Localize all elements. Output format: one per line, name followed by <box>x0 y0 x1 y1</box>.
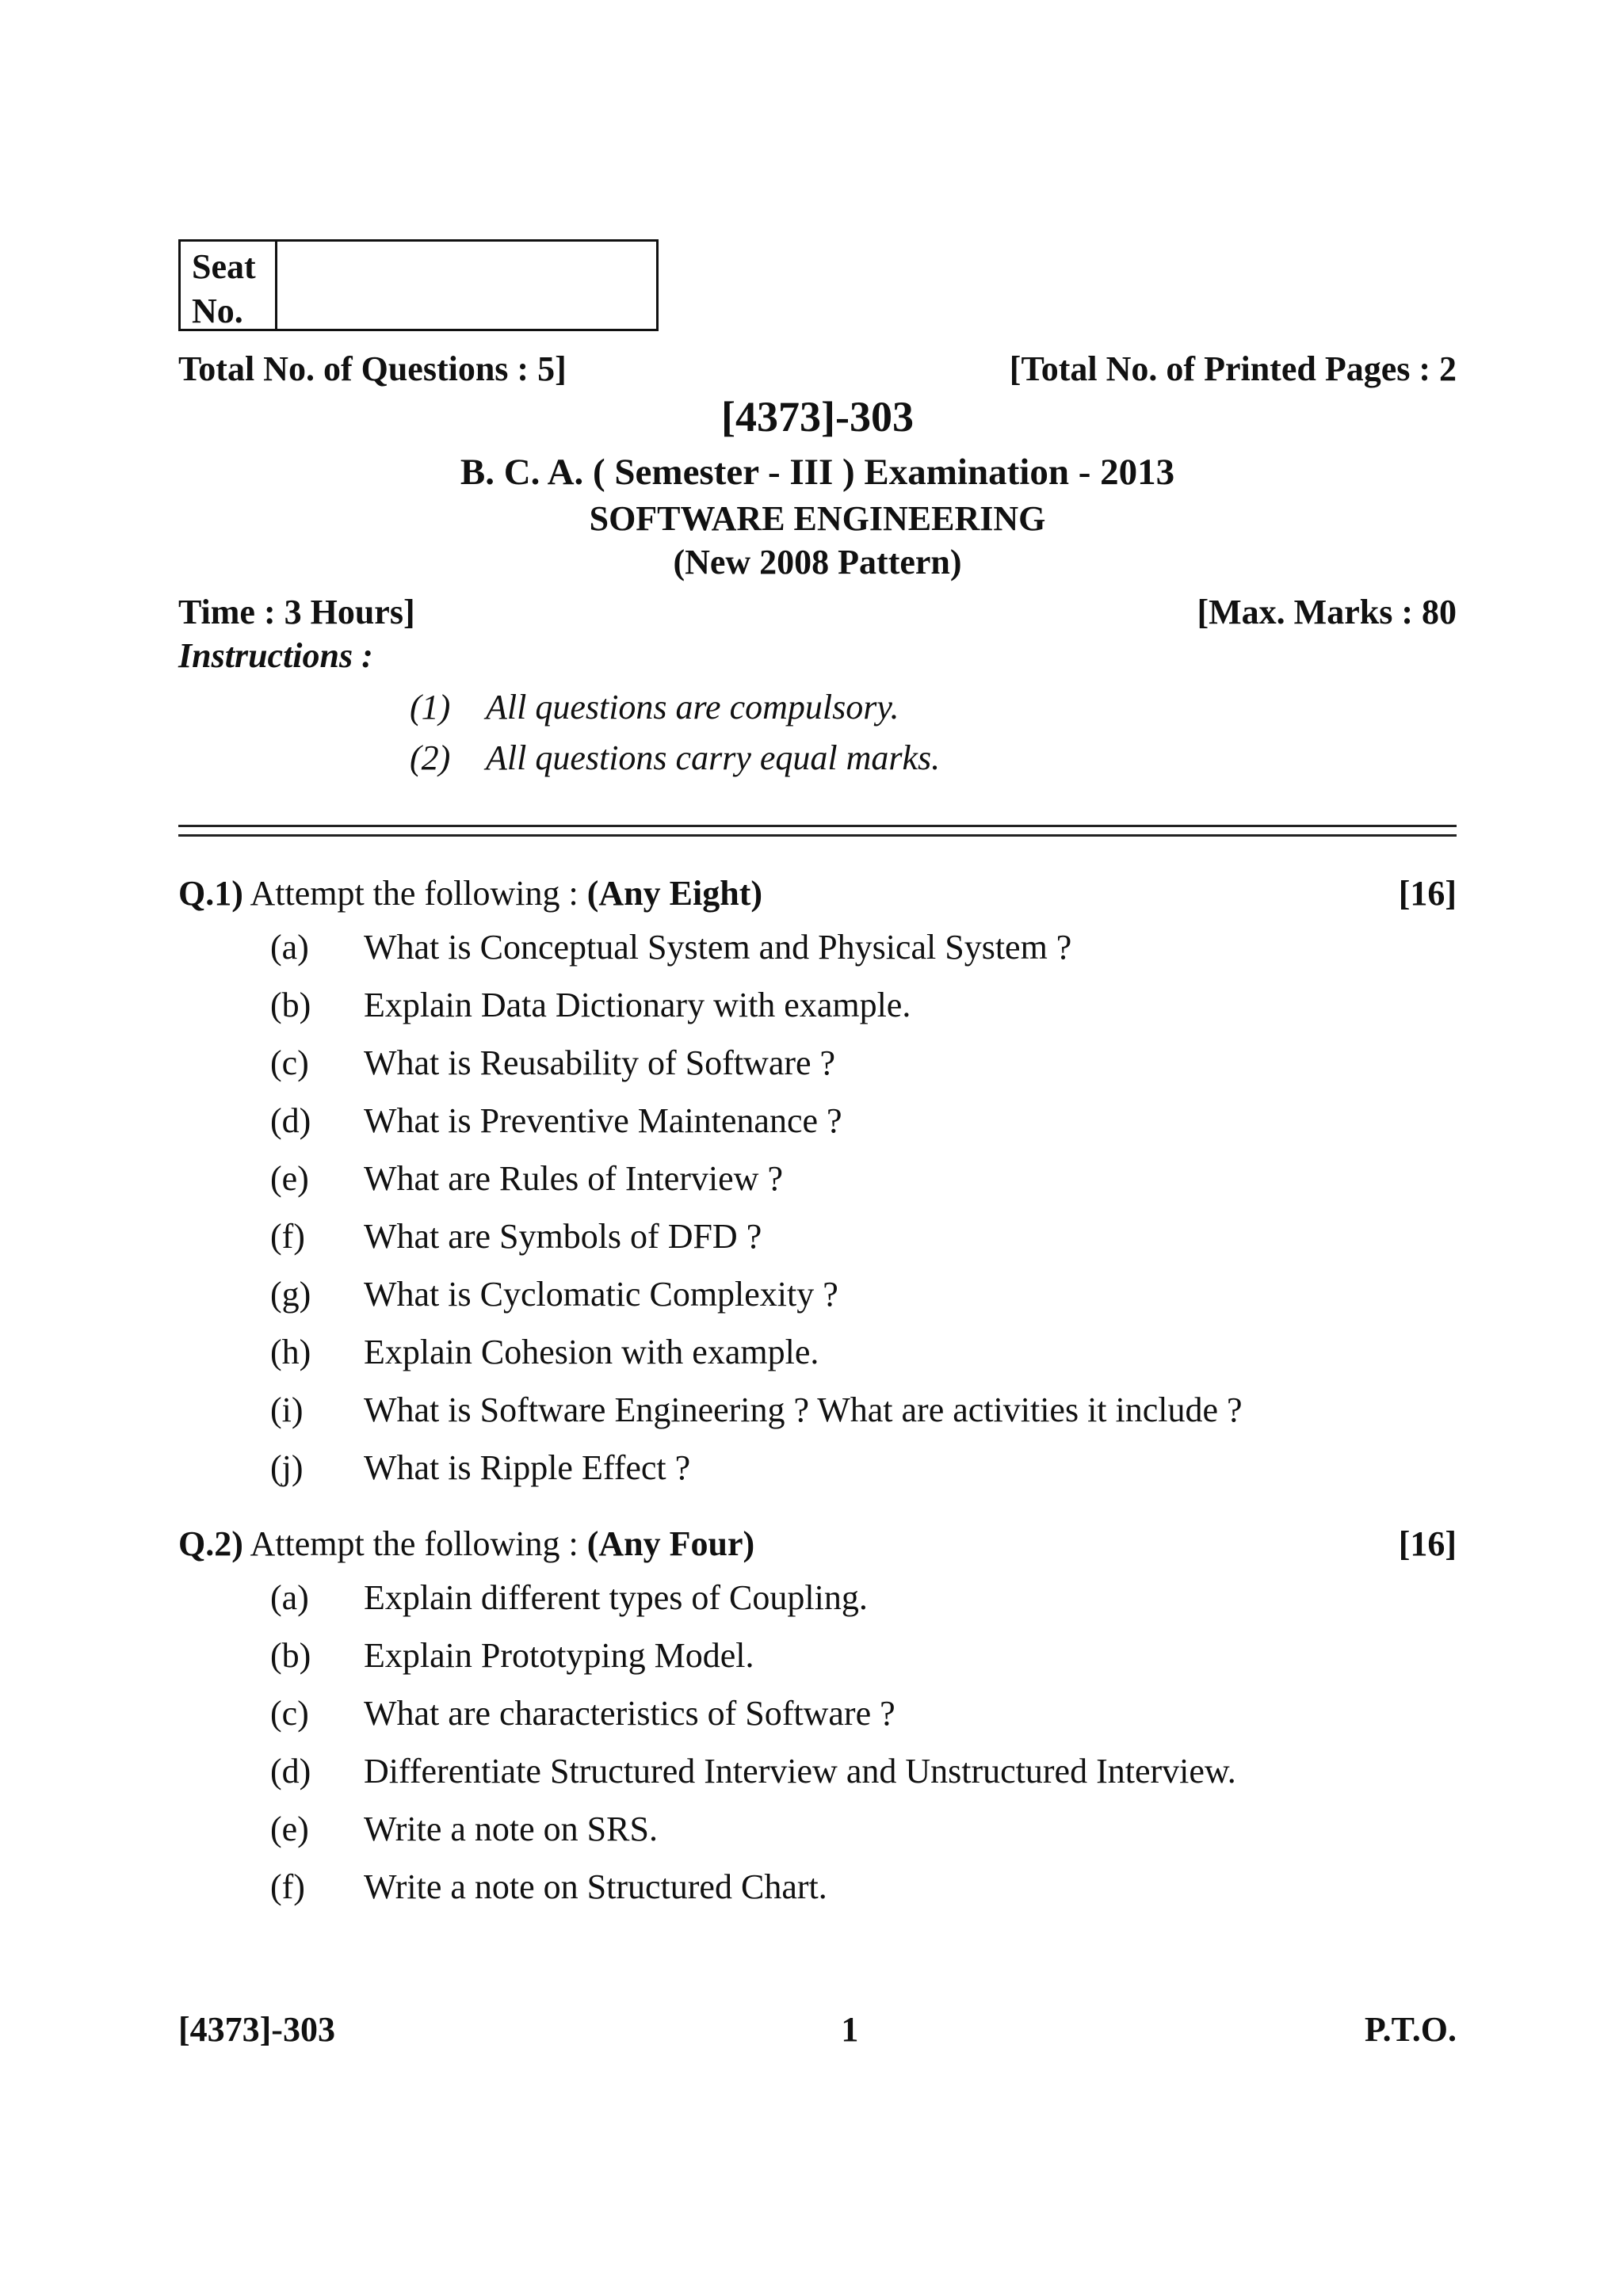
item-text: What is Conceptual System and Physical System ? <box>364 928 1072 967</box>
question-item <box>178 1207 1457 1265</box>
question-item <box>178 1439 1457 1497</box>
seat-number-field <box>277 242 656 329</box>
question-item <box>178 1034 1457 1092</box>
item-letter: (b) <box>270 1636 311 1675</box>
total-questions: Total No. of Questions : 5] <box>178 349 567 388</box>
seat-label <box>181 242 277 329</box>
question-items <box>178 918 1457 1497</box>
seat-label-line1: Seat <box>192 247 256 286</box>
item-letter: (i) <box>270 1390 304 1429</box>
seat-label-line2: No. <box>192 292 243 330</box>
question-choice: (Any Four) <box>586 1524 755 1563</box>
item-text: Explain different types of Coupling. <box>364 1578 868 1617</box>
item-text: What is Cyclomatic Complexity ? <box>364 1275 838 1314</box>
item-text: What are characteristics of Software ? <box>364 1694 896 1733</box>
instruction-item <box>410 733 1457 784</box>
item-text: What is Preventive Maintenance ? <box>364 1101 842 1140</box>
instructions-list <box>410 682 1457 784</box>
question-item <box>178 1684 1457 1742</box>
item-letter: (e) <box>270 1810 309 1848</box>
total-pages: [Total No. of Printed Pages : 2 <box>1009 349 1457 388</box>
item-text: What is Software Engineering ? What are activities it include ? <box>364 1390 1243 1429</box>
question-item <box>178 1800 1457 1858</box>
item-text: Explain Data Dictionary with example. <box>364 986 911 1024</box>
seat-number-box <box>178 239 659 331</box>
instruction-number: (2) <box>410 738 451 777</box>
paper-code: [4373]-303 <box>721 393 914 441</box>
item-letter: (e) <box>270 1159 309 1198</box>
instruction-number: (1) <box>410 688 451 727</box>
instruction-text: All questions are compulsory. <box>486 688 899 727</box>
question-2 <box>178 1524 1457 1916</box>
item-letter: (d) <box>270 1101 311 1140</box>
question-item <box>178 1150 1457 1207</box>
question-prompt <box>178 873 762 913</box>
please-turn-over: P.T.O. <box>1364 2010 1457 2049</box>
instructions-heading: Instructions : <box>178 636 373 675</box>
item-letter: (f) <box>270 1217 305 1256</box>
question-item <box>178 1265 1457 1323</box>
subject-title: SOFTWARE ENGINEERING <box>589 499 1046 538</box>
item-letter: (h) <box>270 1333 311 1371</box>
item-text: Differentiate Structured Interview and Unstructured Interview. <box>364 1752 1236 1791</box>
item-letter: (c) <box>270 1694 309 1733</box>
question-item <box>178 1858 1457 1916</box>
item-text: What is Reusability of Software ? <box>364 1043 836 1082</box>
question-number: Q.2) <box>178 1524 243 1563</box>
item-text: Write a note on SRS. <box>364 1810 658 1848</box>
max-marks: [Max. Marks : 80 <box>1197 593 1457 631</box>
question-item <box>178 1381 1457 1439</box>
question-instruction: Attempt the following : <box>242 874 587 913</box>
question-item <box>178 976 1457 1034</box>
question-marks: [16] <box>1398 874 1457 913</box>
page-footer <box>178 2009 1457 2050</box>
instruction-text: All questions carry equal marks. <box>486 738 941 777</box>
question-items <box>178 1569 1457 1916</box>
question-marks: [16] <box>1398 1524 1457 1563</box>
question-item <box>178 1092 1457 1150</box>
totals-row <box>178 349 1457 389</box>
question-header <box>178 1524 1457 1564</box>
item-text: Explain Cohesion with example. <box>364 1333 819 1371</box>
footer-paper-code: [4373]-303 <box>178 2010 335 2049</box>
item-text: What are Rules of Interview ? <box>364 1159 783 1198</box>
item-letter: (a) <box>270 1578 309 1617</box>
question-item <box>178 1569 1457 1627</box>
question-1 <box>178 873 1457 1497</box>
item-text: Write a note on Structured Chart. <box>364 1867 827 1906</box>
item-letter: (a) <box>270 928 309 967</box>
item-text: What are Symbols of DFD ? <box>364 1217 762 1256</box>
question-instruction: Attempt the following : <box>242 1524 587 1563</box>
double-divider <box>178 825 1457 837</box>
question-item <box>178 918 1457 976</box>
item-letter: (f) <box>270 1867 305 1906</box>
question-number: Q.1) <box>178 874 243 913</box>
question-item <box>178 1627 1457 1684</box>
item-letter: (g) <box>270 1275 311 1314</box>
item-letter: (d) <box>270 1752 311 1791</box>
pattern-label: (New 2008 Pattern) <box>673 543 962 582</box>
instruction-item <box>410 682 1457 733</box>
question-header <box>178 873 1457 913</box>
question-item <box>178 1742 1457 1800</box>
question-prompt <box>178 1524 754 1564</box>
exam-page <box>178 239 1457 1916</box>
question-item <box>178 1323 1457 1381</box>
question-choice: (Any Eight) <box>586 874 762 913</box>
item-letter: (c) <box>270 1043 309 1082</box>
time-marks-row <box>178 592 1457 632</box>
item-text: Explain Prototyping Model. <box>364 1636 754 1675</box>
item-letter: (j) <box>270 1448 304 1487</box>
page-number: 1 <box>841 2010 859 2049</box>
time-allowed: Time : 3 Hours] <box>178 593 415 631</box>
item-letter: (b) <box>270 986 311 1024</box>
exam-title: B. C. A. ( Semester - III ) Examination - 2013 <box>460 452 1175 493</box>
item-text: What is Ripple Effect ? <box>364 1448 691 1487</box>
